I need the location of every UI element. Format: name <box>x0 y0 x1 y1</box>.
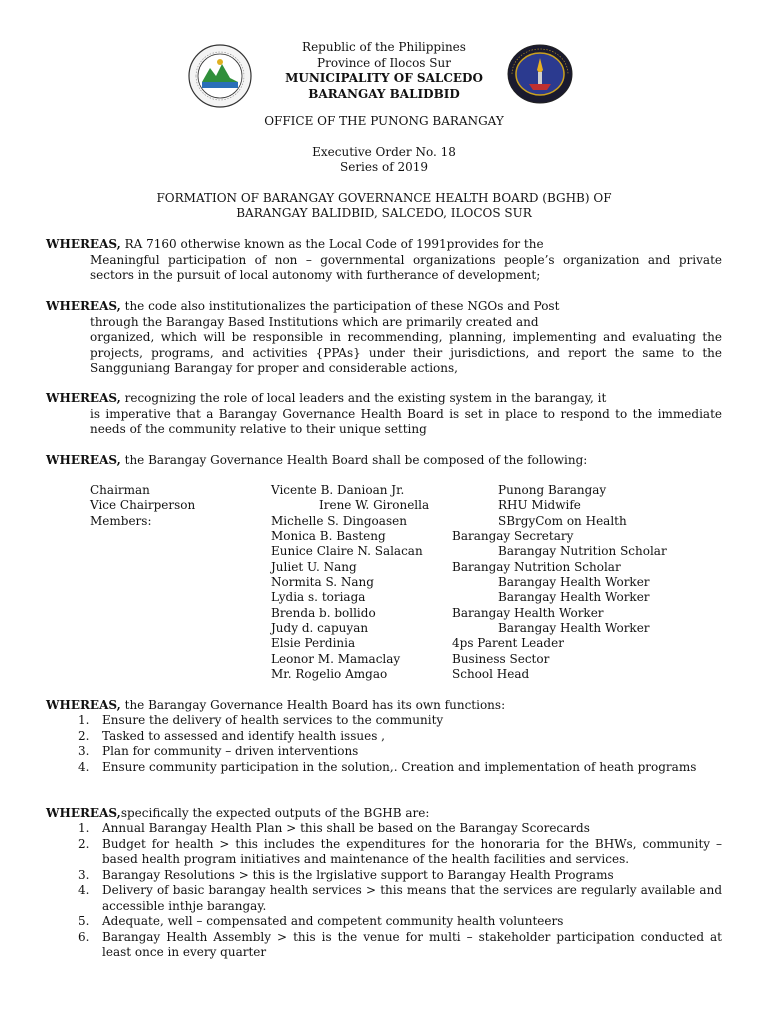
list-item <box>78 821 722 837</box>
member-position: Barangay Health Worker <box>498 590 650 605</box>
list-item <box>78 868 722 884</box>
list-number: 3. <box>78 867 90 882</box>
member-row <box>90 514 730 529</box>
list-item <box>78 744 722 760</box>
member-row <box>90 575 730 590</box>
member-name: Vicente B. Danioan Jr. <box>271 483 405 497</box>
whereas-label: WHEREAS, <box>46 698 121 712</box>
document-title-line1: FORMATION OF BARANGAY GOVERNANCE HEALTH BOARD (BGHB) OF <box>156 191 612 205</box>
list-number: 1. <box>78 821 90 835</box>
list-text: Tasked to assessed and identify health issues , <box>102 728 385 743</box>
list-number: 1. <box>78 713 90 727</box>
outputs-list <box>78 821 722 961</box>
clause-text: Meaningful participation of non – governmental organizations people’s organization and private sectors in the pursuit of local autonomy with furtherance of development; <box>90 252 722 282</box>
letterhead <box>0 40 768 102</box>
list-item <box>78 760 722 776</box>
list-text: Plan for community – driven interventions <box>102 744 359 758</box>
clause-text: the code also institutionalizes the participation of these NGOs and Post <box>120 299 560 313</box>
list-item <box>78 914 722 930</box>
member-position: Punong Barangay <box>498 483 607 497</box>
letterhead-municipality: MUNICIPALITY OF SALCEDO <box>285 71 483 85</box>
list-item <box>78 930 722 961</box>
member-row <box>90 498 730 513</box>
list-number: 5. <box>78 914 90 928</box>
office-title: OFFICE OF THE PUNONG BARANGAY <box>264 114 504 128</box>
member-position: 4ps Parent Leader <box>452 636 564 651</box>
whereas-label: WHEREAS, <box>46 299 121 313</box>
list-number: 2. <box>78 836 90 851</box>
list-item <box>78 713 722 729</box>
document-title-line2: BARANGAY BALIDBID, SALCEDO, ILOCOS SUR <box>236 206 532 220</box>
member-name: Lydia s. toriaga <box>271 590 366 605</box>
member-name: Mr. Rogelio Amgao <box>271 667 388 682</box>
whereas-clause-5 <box>46 698 722 714</box>
member-name: Brenda b. bollido <box>271 605 376 620</box>
member-name: Elsie Perdinia <box>271 636 356 651</box>
member-row <box>90 590 730 605</box>
member-position: RHU Midwife <box>498 498 581 513</box>
whereas-clause-4 <box>46 453 722 469</box>
member-name: Michelle S. Dingoasen <box>271 513 407 528</box>
whereas-clause-1 <box>46 237 722 284</box>
list-item <box>78 729 722 745</box>
whereas-label: WHEREAS, <box>46 237 121 251</box>
list-number: 4. <box>78 759 90 774</box>
list-text: Barangay Health Assembly > this is the venue for multi – stakeholder participation conducted at least once in every quarter <box>102 929 722 959</box>
list-text: Budget for health > this includes the expenditures for the honoraria for the BHWs, community – based health program initiatives and maintenance of the health facilities and services. <box>102 836 722 866</box>
member-role: Vice Chairperson <box>90 498 196 513</box>
member-row <box>90 544 730 559</box>
letterhead-barangay: BARANGAY BALIDBID <box>308 86 460 101</box>
member-position: Barangay Nutrition Scholar <box>498 544 667 559</box>
list-number: 2. <box>78 728 90 743</box>
member-row <box>90 483 730 498</box>
order-series: Series of 2019 <box>340 160 428 174</box>
clause-text: specifically the expected outputs of the BGHB are: <box>120 806 430 820</box>
member-row <box>90 560 730 575</box>
list-text: Barangay Resolutions > this is the lrgislative support to Barangay Health Programs <box>102 867 614 882</box>
clause-text: the Barangay Governance Health Board has its own functions: <box>120 698 506 712</box>
clause-text: recognizing the role of local leaders and the existing system in the barangay, it <box>120 391 607 405</box>
list-item <box>78 883 722 914</box>
member-row <box>90 667 730 682</box>
letterhead-republic: Republic of the Philippines <box>302 40 466 54</box>
member-position: School Head <box>452 667 530 682</box>
list-text: Adequate, well – compensated and competent community health volunteers <box>102 914 564 928</box>
list-text: Delivery of basic barangay health services > this means that the services are regularly available and accessible inthje barangay. <box>102 883 722 913</box>
list-item <box>78 837 722 868</box>
clause-text: is imperative that a Barangay Governance Health Board is set in place to respond to the immediate needs of the community relative to their unique setting <box>90 406 722 436</box>
member-position: Business Sector <box>452 651 550 666</box>
clause-text: organized, which will be responsible in recommending, planning, implementing and evaluating the projects, programs, and activities {PPAs} under their jurisdictions, and report the same to the Sangguniang Barangay for proper and considerable actions, <box>90 330 722 375</box>
member-role: Chairman <box>90 483 150 497</box>
whereas-label: WHEREAS, <box>46 806 121 820</box>
list-number: 4. <box>78 883 90 897</box>
member-name: Irene W. Gironella <box>319 498 430 513</box>
member-position: Barangay Nutrition Scholar <box>452 559 621 574</box>
member-name: Juliet U. Nang <box>271 559 357 574</box>
order-number: Executive Order No. 18 <box>312 145 456 159</box>
member-position: Barangay Health Worker <box>498 621 650 636</box>
list-text: Annual Barangay Health Plan > this shall be based on the Barangay Scorecards <box>102 821 590 835</box>
member-row <box>90 621 730 636</box>
functions-list <box>78 713 722 775</box>
letterhead-province: Province of Ilocos Sur <box>317 55 451 70</box>
list-text: Ensure community participation in the solution,. Creation and implementation of heath programs <box>102 759 697 774</box>
member-position: SBrgyCom on Health <box>498 513 627 528</box>
whereas-label: WHEREAS, <box>46 391 121 405</box>
member-row <box>90 606 730 621</box>
member-row <box>90 636 730 651</box>
whereas-clause-2 <box>46 299 722 377</box>
member-position: Barangay Health Worker <box>452 605 604 620</box>
list-number: 6. <box>78 929 90 944</box>
member-role: Members: <box>90 513 152 528</box>
clause-text: the Barangay Governance Health Board shall be composed of the following: <box>120 453 588 467</box>
member-name: Eunice Claire N. Salacan <box>271 544 423 559</box>
clause-text: RA 7160 otherwise known as the Local Code of 1991provides for the <box>120 237 544 251</box>
board-members-list <box>90 483 730 682</box>
member-name: Normita S. Nang <box>271 575 374 590</box>
member-name: Judy d. capuyan <box>271 621 369 636</box>
whereas-clause-6 <box>46 806 722 822</box>
whereas-label: WHEREAS, <box>46 453 121 467</box>
clause-text: through the Barangay Based Institutions which are primarily created and <box>90 314 539 329</box>
member-row <box>90 652 730 667</box>
whereas-clause-3 <box>46 391 722 438</box>
list-text: Ensure the delivery of health services to the community <box>102 713 444 727</box>
member-name: Monica B. Basteng <box>271 529 386 544</box>
list-number: 3. <box>78 744 90 758</box>
member-position: Barangay Secretary <box>452 529 574 544</box>
member-row <box>90 529 730 544</box>
member-position: Barangay Health Worker <box>498 575 650 590</box>
member-name: Leonor M. Mamaclay <box>271 651 401 666</box>
